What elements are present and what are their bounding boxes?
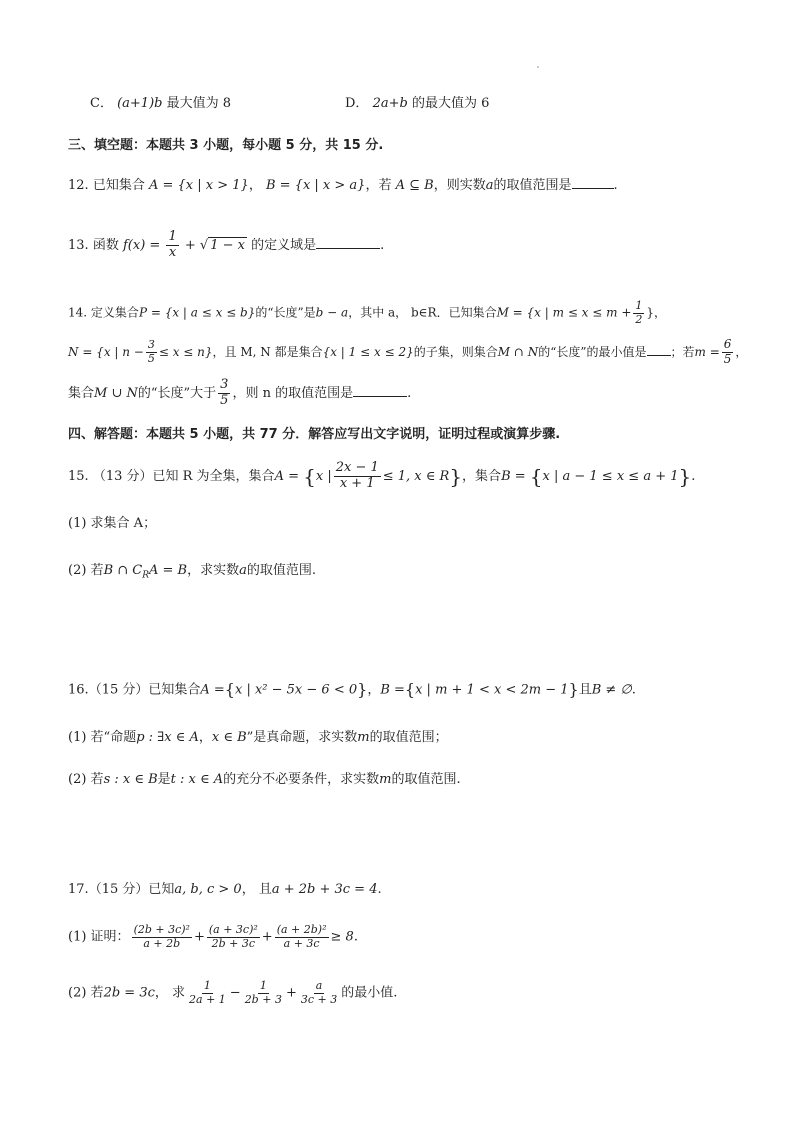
q14-m-value-fraction <box>722 338 734 367</box>
q15-part-2-text-2: ，求实数 <box>187 563 240 578</box>
q13-answer-blank[interactable] <box>316 247 380 249</box>
q15-set-a-open-brace: { <box>303 464 316 489</box>
q17-part-1-end: . <box>353 929 358 945</box>
q15-set-b-open-brace: { <box>529 464 543 489</box>
q12-var: a <box>485 178 494 193</box>
q15-set-a-var: x | <box>315 468 332 484</box>
choice-d <box>345 96 489 112</box>
q14-answer-blank-1[interactable] <box>647 354 671 356</box>
q13-frac-den: x <box>168 244 177 260</box>
question-13: 13. 函数 f(x) = $\frac{1}{x}$ + √ 1 − x 的定义域是 . <box>68 229 385 260</box>
q17-frac-2-num: (a + 3c)² <box>208 923 258 936</box>
q16-part-1-math: p : ∃x ∈ A <box>136 730 199 745</box>
q14-text-9: 的“长度”大于 <box>137 385 217 401</box>
choice-d-text: 的最大值为 6 <box>411 96 490 111</box>
q16-sep: ， <box>367 682 381 698</box>
q14-m-value-den: 5 <box>723 351 732 366</box>
q15-text: （13 分）已知 R 为全集，集合 <box>92 468 275 484</box>
q17-frac-2-den: 2b + 3c <box>211 936 256 950</box>
q14-m-value: m = <box>694 344 720 359</box>
q14-text-4: ，且 M, N 都是集合 <box>212 344 323 359</box>
q16-text-2: 且 <box>578 682 592 698</box>
q14-set-p: P = {x | a ≤ x ≤ b} <box>138 305 256 320</box>
choice-c-label: C． <box>90 96 113 111</box>
q17-part-2-text: (2) 若 <box>68 985 104 1001</box>
q17-condition-1: a, b, c > 0 <box>174 882 242 897</box>
q15-number: 15. <box>68 468 89 484</box>
q15-set-b-close-brace: } <box>678 464 692 489</box>
q13-frac-num: 1 <box>168 229 177 244</box>
q16-part-1-text: (1) 若“命题 <box>68 730 137 745</box>
q14-number: 14. <box>68 305 88 320</box>
q17-part-2 <box>68 980 397 1006</box>
q17-frac-3 <box>275 924 329 950</box>
q13-number: 13. <box>68 237 89 253</box>
q17-text-2: ， 且 <box>241 882 272 897</box>
section-3-heading: 三、填空题：本题共 3 小题，每小题 5 分，共 15 分. <box>68 138 384 153</box>
q17-frac-1-den: a + 2b <box>143 936 181 950</box>
section-4-heading: 四、解答题：本题共 5 小题，共 77 分．解答应写出文字说明，证明过程或演算步骤. <box>68 427 561 442</box>
q16-part-2-text-2: 是 <box>157 772 171 787</box>
q15-part-2-math: B ∩ C <box>103 563 143 578</box>
q14-length: b − a <box>315 305 349 320</box>
q17-frac-2 <box>207 924 260 950</box>
q12-sep: ， <box>248 178 262 193</box>
choice-c-text: 最大值为 8 <box>166 96 232 111</box>
q16-set-b-open-brace: { <box>404 680 416 699</box>
q17-part-2-text-3: 的最小值. <box>341 985 398 1001</box>
q17-end: . <box>377 882 382 897</box>
q12-condition: A ⊆ B <box>395 178 434 193</box>
q16-set-a-open-brace: { <box>224 680 235 699</box>
q16-set-a-cond: x | x² − 5x − 6 < 0 <box>234 682 358 698</box>
q17-part-2-text-2: ， 求 <box>154 985 186 1001</box>
q15-end: . <box>691 468 696 484</box>
q16-part-2-var: m <box>379 772 392 787</box>
q16-part-2-text: (2) 若 <box>68 772 104 787</box>
q16-part-1-text-3: ”是真命题，求实数 <box>246 730 358 745</box>
q15-part-1: (1) 求集合 A； <box>68 516 157 531</box>
q17-g-frac-1-num: 1 <box>203 979 211 992</box>
choice-c-math: (a+1)b <box>117 96 163 111</box>
q13-text-2: 的定义域是 <box>251 237 317 253</box>
q13-lhs: f(x) = <box>122 237 161 253</box>
question-14-line-3 <box>68 378 411 409</box>
q14-end: . <box>407 385 412 401</box>
q15-set-a-lhs: A = <box>274 468 299 484</box>
q14-text-8: 集合 <box>68 385 95 401</box>
q14-m-frac-den: 2 <box>635 312 643 326</box>
q12-answer-blank[interactable] <box>572 187 614 189</box>
q14-n-frac-num: 3 <box>147 338 155 352</box>
q14-set-n-end: ≤ x ≤ n} <box>158 344 213 359</box>
q15-part-2 <box>68 563 316 581</box>
question-14-line-1 <box>68 300 666 326</box>
q17-g-frac-2-num: 1 <box>259 979 267 992</box>
q14-union-fraction <box>218 378 230 409</box>
q12-text: 已知集合 <box>92 178 145 193</box>
q16-part-2-text-4: 的取值范围. <box>391 772 461 787</box>
q15-set-a-close-brace: } <box>449 464 463 489</box>
q17-plus-2: + <box>261 929 273 945</box>
q13-fraction <box>166 230 178 261</box>
q16-part-2-text-3: 的充分不必要条件，求实数 <box>223 772 380 787</box>
question-15 <box>68 461 695 492</box>
choice-d-label: D． <box>345 96 369 111</box>
question-17 <box>68 882 382 898</box>
q16-end: . <box>631 682 636 698</box>
q15-part-2-text: (2) 若 <box>68 563 104 578</box>
q12-number: 12. <box>68 178 89 193</box>
q17-g-frac-1-den: 2a + 1 <box>189 992 226 1006</box>
q17-g-frac-3 <box>299 980 339 1006</box>
q12-set-a: A = {x | x > 1} <box>148 178 249 193</box>
q17-g-frac-3-den: 3c + 3 <box>300 992 338 1006</box>
q14-text-5: 的子集，则集合 <box>413 344 498 359</box>
q14-union-num: 3 <box>220 377 229 392</box>
q13-sqrt: 1 − x <box>210 237 245 253</box>
question-12 <box>68 178 618 194</box>
q15-set-b-lhs: B = <box>501 468 526 484</box>
q16-part-2-s: s : x ∈ B <box>103 772 158 787</box>
q16-text: （15 分）已知集合 <box>88 682 201 698</box>
q17-g-frac-1 <box>187 980 228 1006</box>
q16-part-2-t: t : x ∈ A <box>170 772 224 787</box>
q12-text-4: 的取值范围是 <box>493 178 572 193</box>
q14-text-10: ，则 n 的取值范围是 <box>232 385 354 401</box>
q17-frac-1-num: (2b + 3c)² <box>133 923 190 936</box>
q16-set-a-close-brace: } <box>357 680 368 699</box>
q17-plus-3: + <box>285 985 297 1001</box>
q17-part-1-text: (1) 证明： <box>68 929 130 945</box>
q12-text-3: ，则实数 <box>433 178 486 193</box>
q17-minus: − <box>229 985 241 1001</box>
q14-set-m-end: }， <box>646 305 667 320</box>
q14-set-n: N = {x | n − <box>68 344 144 359</box>
q16-set-b-close-brace: } <box>568 680 579 699</box>
q14-text-6: 的“长度”的最小值是 <box>538 344 647 359</box>
q15-part-2-var: a <box>239 563 247 578</box>
q17-frac-3-den: a + 3c <box>283 936 320 950</box>
q14-union-den: 5 <box>220 392 229 408</box>
q13-plus: + <box>184 237 196 253</box>
q14-m-fraction <box>633 300 644 326</box>
q16-part-1 <box>68 730 448 746</box>
q17-g-frac-2 <box>243 980 284 1006</box>
q16-condition: B ≠ ∅ <box>591 682 632 698</box>
q17-frac-1 <box>132 924 192 950</box>
q14-text: 定义集合 <box>90 305 139 320</box>
q15-part-2-sub: R <box>142 570 150 581</box>
q17-part-1 <box>68 924 358 950</box>
q16-number: 16. <box>68 682 89 698</box>
q14-text-3: ，其中 a， b∈R．已知集合 <box>348 305 497 320</box>
q14-text-2: 的“长度”是 <box>255 305 316 320</box>
question-14-line-2 <box>68 338 747 367</box>
q15-frac-den: x + 1 <box>339 475 375 491</box>
q12-end: . <box>613 178 618 193</box>
q16-set-b-lhs: B = <box>380 682 405 698</box>
q17-condition-2: a + 2b + 3c = 4 <box>271 882 378 897</box>
q17-plus-1: + <box>193 929 205 945</box>
q17-inequality: ≥ 8 <box>330 929 354 945</box>
q15-frac-num: 2x − 1 <box>335 460 379 475</box>
question-16 <box>68 682 636 698</box>
q14-m-frac-num: 1 <box>635 299 643 312</box>
q16-part-1-text-2: ， <box>198 730 212 745</box>
q14-answer-blank-2[interactable] <box>353 395 407 397</box>
q15-set-a-cond: ≤ 1, x ∈ R <box>382 468 450 484</box>
q14-universe-set: {x | 1 ≤ x ≤ 2} <box>322 344 414 359</box>
q16-set-b-cond: x | m + 1 < x < 2m − 1 <box>415 682 569 698</box>
q14-text-7: ；若 <box>670 344 695 359</box>
q16-set-a-lhs: A = <box>200 682 225 698</box>
q15-set-b-cond: x | a − 1 ≤ x ≤ a + 1 <box>542 468 679 484</box>
q16-part-2 <box>68 772 461 788</box>
q15-part-2-math-2: A = B <box>149 563 188 578</box>
q14-set-m: M = {x | m ≤ x ≤ m + <box>496 305 632 320</box>
q14-comma: ， <box>735 344 748 359</box>
q12-text-2: ，若 <box>365 178 392 193</box>
q15-text-2: ，集合 <box>462 468 502 484</box>
q14-intersection: M ∩ N <box>497 344 539 359</box>
q15-part-2-text-3: 的取值范围. <box>246 563 317 578</box>
q15-set-a-fraction <box>334 461 381 492</box>
q17-g-frac-2-den: 2b + 3 <box>244 992 282 1006</box>
q14-m-value-num: 6 <box>723 337 732 351</box>
q14-n-frac-den: 5 <box>147 351 155 365</box>
q16-part-1-math-2: x ∈ B <box>211 730 247 745</box>
q17-g-frac-3-num: a <box>315 979 323 992</box>
q16-part-1-var: m <box>357 730 370 745</box>
q13-text: 函数 <box>92 237 119 253</box>
q16-part-1-text-4: 的取值范围； <box>369 730 448 745</box>
scan-dot <box>537 66 539 68</box>
choice-c <box>90 96 231 112</box>
q14-union: M ∪ N <box>94 385 138 401</box>
q17-number: 17. <box>68 882 89 897</box>
q17-text: （15 分）已知 <box>88 882 175 897</box>
choice-d-math: 2a+b <box>372 96 408 111</box>
q17-frac-3-num: (a + 2b)² <box>276 923 327 936</box>
q14-n-fraction <box>146 339 157 365</box>
q12-set-b: B = {x | x > a} <box>265 178 366 193</box>
q17-part-2-cond: 2b = 3c <box>103 985 155 1001</box>
q13-end: . <box>380 237 385 253</box>
